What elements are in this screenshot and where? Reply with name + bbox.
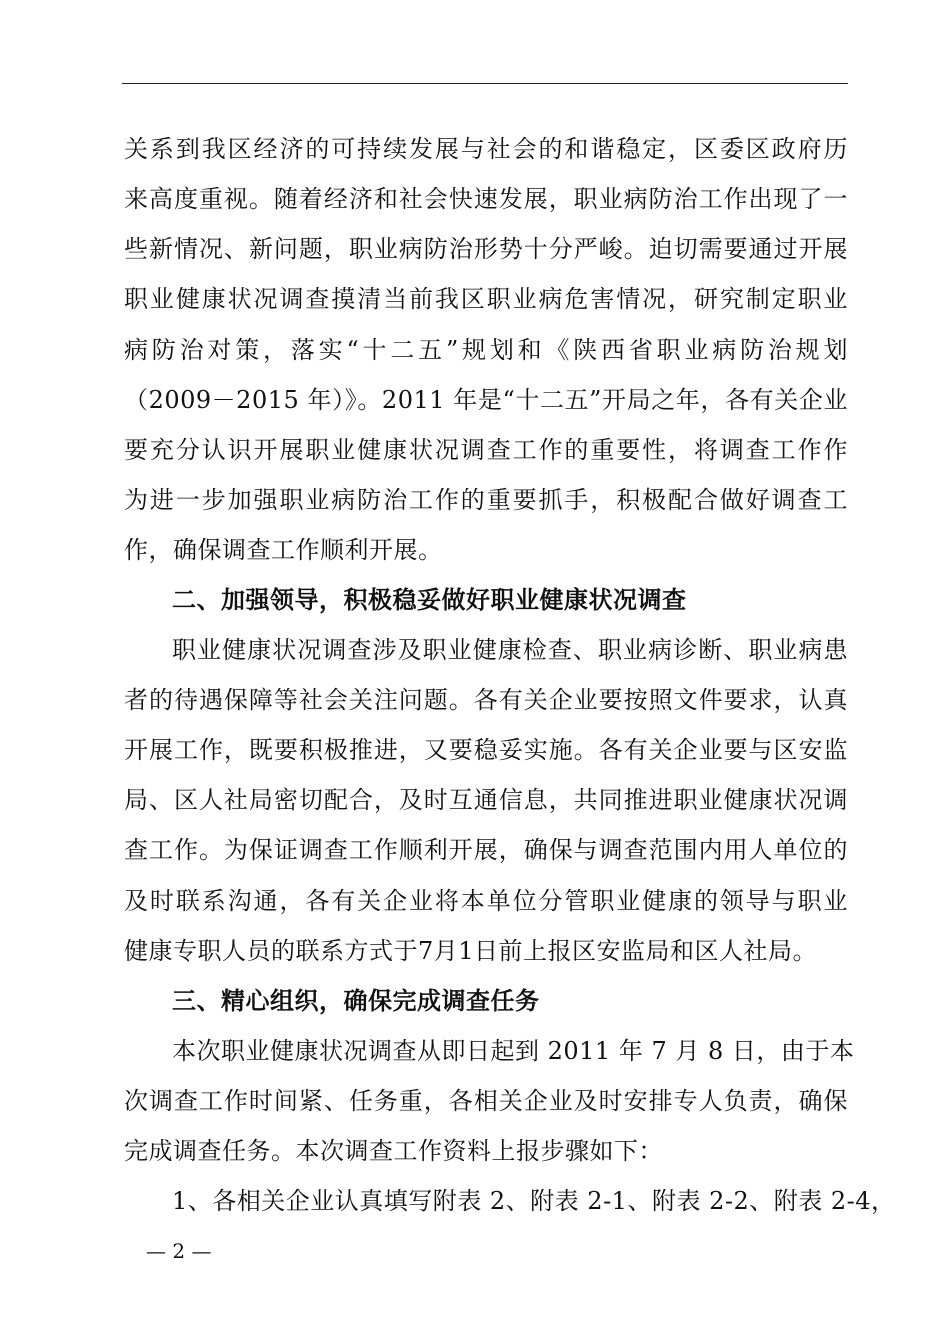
- section-heading-3: 三、精心组织，确保完成调查任务: [172, 987, 540, 1015]
- body-line: 局、区人社局密切配合，及时互通信息，共同推进职业健康状况调: [124, 786, 848, 814]
- body-line: 及时联系沟通，各有关企业将本单位分管职业健康的领导与职业: [124, 887, 848, 915]
- body-line: 要充分认识开展职业健康状况调查工作的重要性，将调查工作作: [124, 436, 848, 464]
- body-line: 查工作。为保证调查工作顺利开展，确保与调查范围内用人单位的: [124, 836, 848, 864]
- body-line: 职业健康状况调查摸清当前我区职业病危害情况，研究制定职业: [124, 285, 848, 313]
- body-line: 次调查工作时间紧、任务重，各相关企业及时安排专人负责，确保: [124, 1087, 848, 1115]
- body-line: 来高度重视。随着经济和社会快速发展，职业病防治工作出现了一: [124, 185, 848, 213]
- body-line: 关系到我区经济的可持续发展与社会的和谐稳定，区委区政府历: [124, 135, 848, 163]
- body-line: 完成调查任务。本次调查工作资料上报步骤如下：: [124, 1137, 663, 1165]
- body-line: 为进一步加强职业病防治工作的重要抓手，积极配合做好调查工: [124, 486, 848, 514]
- body-line: 些新情况、新问题，职业病防治形势十分严峻。迫切需要通过开展: [124, 235, 848, 263]
- page-number: — 2 —: [146, 1239, 212, 1263]
- body-line: 病防治对策，落实“十二五”规划和《陕西省职业病防治规划: [124, 336, 848, 364]
- paragraph-first-line: 职业健康状况调查涉及职业健康检查、职业病诊断、职业病患: [172, 636, 848, 664]
- body-line: （2009－2015 年）》。2011 年是“十二五”开局之年，各有关企业: [124, 386, 848, 414]
- body-line: 开展工作，既要积极推进，又要稳妥实施。各有关企业要与区安监: [124, 736, 848, 764]
- header-rule: [122, 83, 848, 84]
- body-line: 健康专职人员的联系方式于7月1日前上报区安监局和区人社局。: [124, 937, 818, 965]
- body-line: 者的待遇保障等社会关注问题。各有关企业要按照文件要求，认真: [124, 686, 848, 714]
- paragraph-first-line: 1、各相关企业认真填写附表 2、附表 2-1、附表 2-2、附表 2-4，: [172, 1187, 896, 1215]
- section-heading-2: 二、加强领导，积极稳妥做好职业健康状况调查: [172, 586, 687, 614]
- body-line: 作，确保调查工作顺利开展。: [124, 536, 443, 564]
- paragraph-first-line: 本次职业健康状况调查从即日起到 2011 年 7 月 8 日，由于本: [172, 1037, 855, 1065]
